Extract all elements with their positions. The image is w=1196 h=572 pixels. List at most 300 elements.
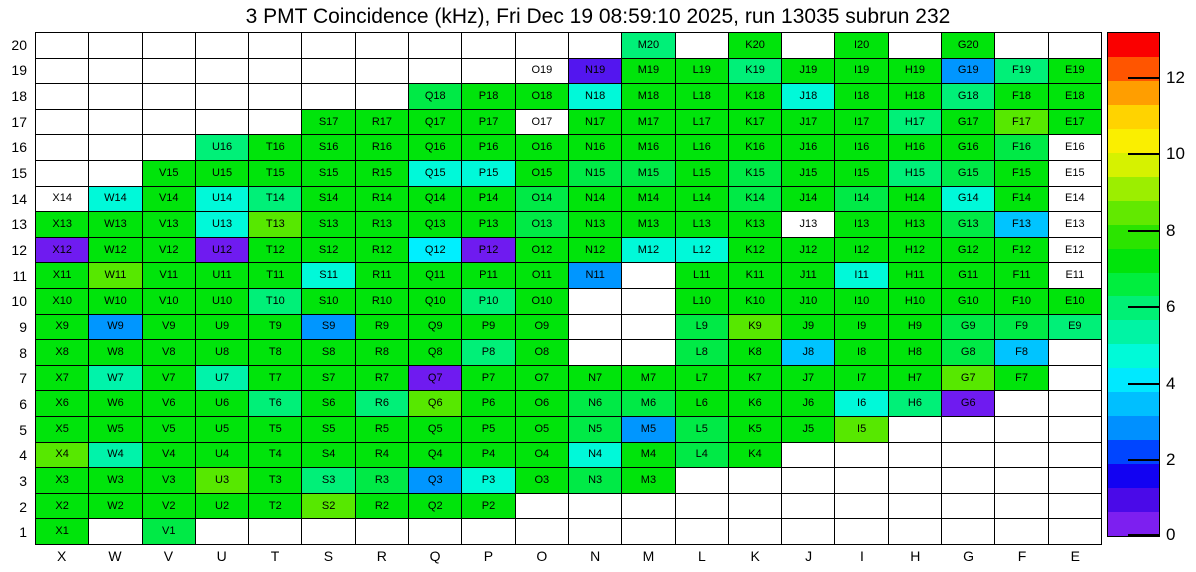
heatmap-cell [889, 417, 942, 443]
cell-label: T2 [268, 499, 282, 512]
cell-label: L7 [695, 371, 708, 384]
heatmap-cell [1049, 110, 1102, 136]
heatmap-cell [995, 340, 1048, 366]
heatmap-cell [462, 212, 515, 238]
cell-label: W12 [104, 243, 127, 256]
cell-label: V14 [158, 192, 179, 205]
heatmap-cell [942, 315, 995, 341]
cell-label: N6 [588, 397, 603, 410]
heatmap-cell [143, 519, 196, 545]
heatmap-cell [622, 340, 675, 366]
heatmap-cell [249, 340, 302, 366]
heatmap-cell [36, 417, 89, 443]
heatmap-cell [196, 289, 249, 315]
heatmap-cell [516, 135, 569, 161]
heatmap-cell [1049, 494, 1102, 520]
heatmap-cell [729, 263, 782, 289]
heatmap-cell [569, 468, 622, 494]
heatmap-cell [569, 110, 622, 136]
heatmap-cell [622, 161, 675, 187]
cell-label: I19 [853, 64, 870, 77]
heatmap-cell [622, 289, 675, 315]
cell-label: L4 [695, 448, 708, 461]
cell-label: K7 [748, 371, 762, 384]
cell-label: F9 [1015, 320, 1028, 333]
heatmap-cell [942, 187, 995, 213]
heatmap-cell [729, 289, 782, 315]
heatmap-cell [356, 519, 409, 545]
colorbar-band [1108, 464, 1159, 488]
colorbar-band [1108, 416, 1159, 440]
cell-label: L6 [695, 397, 708, 410]
y-axis-label: 5 [19, 421, 27, 438]
colorbar-band [1108, 249, 1159, 273]
cell-label: O9 [534, 320, 550, 333]
heatmap-cell [516, 84, 569, 110]
cell-label: S7 [321, 371, 336, 384]
heatmap-cell [889, 238, 942, 264]
y-axis-label: 9 [19, 318, 27, 335]
heatmap-cell [89, 33, 142, 59]
cell-label: X3 [55, 473, 69, 486]
heatmap-cell [676, 161, 729, 187]
heatmap-cell [729, 84, 782, 110]
cell-label: F10 [1012, 294, 1032, 307]
heatmap-cell [89, 238, 142, 264]
heatmap-cell [676, 289, 729, 315]
cell-label: X2 [55, 499, 69, 512]
cell-label: O4 [534, 448, 550, 461]
colorbar-band [1108, 129, 1159, 153]
cell-label: F13 [1012, 217, 1032, 230]
heatmap-cell [995, 212, 1048, 238]
heatmap-cell [302, 289, 355, 315]
heatmap-cell [1049, 187, 1102, 213]
heatmap-cell [409, 263, 462, 289]
cell-label: P13 [478, 217, 499, 230]
cell-label: G12 [957, 243, 979, 256]
cell-label: P10 [478, 294, 499, 307]
cell-label: T7 [268, 371, 282, 384]
heatmap-cell [89, 468, 142, 494]
cell-label: E17 [1065, 115, 1085, 128]
x-axis-label: L [697, 548, 706, 564]
cell-label: K10 [745, 294, 765, 307]
heatmap-cell [835, 391, 888, 417]
cell-label: G20 [957, 38, 979, 51]
heatmap-cell [516, 161, 569, 187]
colorbar-band [1108, 512, 1159, 536]
heatmap-cell [516, 238, 569, 264]
heatmap-cell [782, 519, 835, 545]
cell-label: H7 [907, 371, 922, 384]
cell-label: M7 [640, 371, 657, 384]
heatmap-cell [516, 263, 569, 289]
heatmap-cell [89, 110, 142, 136]
heatmap-cell [302, 468, 355, 494]
heatmap-cell [143, 263, 196, 289]
heatmap-cell [89, 391, 142, 417]
cell-label: Q5 [427, 422, 443, 435]
colorbar-band [1108, 368, 1159, 392]
heatmap-cell [462, 289, 515, 315]
heatmap-cell [622, 212, 675, 238]
cell-label: M5 [640, 422, 657, 435]
heatmap-cell [622, 443, 675, 469]
heatmap-cell [676, 315, 729, 341]
heatmap-cell [889, 443, 942, 469]
heatmap-cell [143, 33, 196, 59]
heatmap-cell [622, 366, 675, 392]
cell-label: X7 [55, 371, 69, 384]
cell-label: G7 [960, 371, 976, 384]
heatmap-cell [249, 289, 302, 315]
heatmap-cell [196, 33, 249, 59]
cell-label: H17 [904, 115, 926, 128]
cell-label: Q16 [424, 141, 446, 154]
heatmap-cell [676, 110, 729, 136]
heatmap-cell [729, 212, 782, 238]
heatmap-cell [569, 443, 622, 469]
cell-label: F17 [1012, 115, 1032, 128]
heatmap-cell [729, 443, 782, 469]
colorbar-tick-mark [1128, 306, 1160, 308]
heatmap-cell [36, 391, 89, 417]
cell-label: X9 [55, 320, 69, 333]
heatmap-cell [356, 443, 409, 469]
cell-label: Q14 [424, 192, 446, 205]
cell-label: P16 [478, 141, 499, 154]
colorbar-tick-label: 12 [1166, 67, 1185, 87]
cell-label: R11 [372, 269, 392, 282]
heatmap-cell [36, 443, 89, 469]
heatmap-cell [889, 33, 942, 59]
cell-label: L15 [692, 166, 711, 179]
cell-label: Q11 [425, 269, 446, 282]
cell-label: R17 [371, 115, 393, 128]
cell-label: I10 [853, 294, 870, 307]
heatmap-cell [36, 238, 89, 264]
heatmap-cell [143, 212, 196, 238]
heatmap-cell [89, 187, 142, 213]
heatmap-cell [356, 59, 409, 85]
heatmap-cell [409, 391, 462, 417]
cell-label: R10 [371, 294, 393, 307]
colorbar-tick-mark [1128, 534, 1160, 536]
cell-label: S16 [318, 141, 339, 154]
cell-label: T6 [268, 397, 282, 410]
heatmap-cell [622, 33, 675, 59]
cell-label: K18 [745, 89, 765, 102]
heatmap-cell [889, 289, 942, 315]
heatmap-cell [835, 263, 888, 289]
cell-label: K11 [745, 269, 765, 282]
cell-label: F12 [1012, 243, 1032, 256]
cell-label: W10 [104, 294, 127, 307]
x-axis-label: I [859, 548, 864, 564]
heatmap-cell [782, 33, 835, 59]
cell-label: V8 [162, 345, 176, 358]
cell-label: E16 [1065, 141, 1085, 154]
heatmap-cell [1049, 161, 1102, 187]
heatmap-cell [143, 161, 196, 187]
heatmap-cell [196, 187, 249, 213]
x-axis-label: G [963, 548, 975, 564]
heatmap-cell [729, 468, 782, 494]
heatmap-cell [676, 391, 729, 417]
cell-label: R12 [371, 243, 393, 256]
heatmap-cell [782, 238, 835, 264]
heatmap-cell [302, 494, 355, 520]
colorbar-tick-label: 6 [1166, 297, 1176, 317]
cell-label: X14 [52, 192, 72, 205]
heatmap-cell [942, 366, 995, 392]
heatmap-cell [995, 315, 1048, 341]
heatmap-cell [622, 468, 675, 494]
heatmap-cell [516, 494, 569, 520]
heatmap-cell [409, 187, 462, 213]
cell-label: L5 [695, 422, 708, 435]
cell-label: E15 [1065, 166, 1085, 179]
cell-label: T14 [265, 192, 285, 205]
cell-label: M15 [637, 166, 660, 179]
colorbar-tick-label: 8 [1166, 220, 1176, 240]
heatmap-cell [995, 33, 1048, 59]
x-axis-label: V [163, 548, 174, 564]
cell-label: P9 [481, 320, 496, 333]
heatmap-cell [196, 468, 249, 494]
heatmap-cell [569, 59, 622, 85]
x-axis-label: S [323, 548, 334, 564]
heatmap-cell [462, 263, 515, 289]
heatmap-cell [835, 187, 888, 213]
heatmap-cell [462, 59, 515, 85]
heatmap-cell [462, 417, 515, 443]
cell-label: M6 [640, 397, 657, 410]
heatmap-cell [302, 110, 355, 136]
cell-label: T10 [265, 294, 285, 307]
cell-label: J8 [802, 345, 815, 358]
heatmap-cell [302, 417, 355, 443]
cell-label: J14 [799, 192, 818, 205]
cell-label: W8 [107, 345, 124, 358]
cell-label: X8 [55, 345, 69, 358]
cell-label: U16 [211, 141, 233, 154]
heatmap-cell [196, 417, 249, 443]
heatmap-cell [143, 110, 196, 136]
heatmap-cell [942, 110, 995, 136]
x-axis-label: P [483, 548, 494, 564]
heatmap-cell [89, 519, 142, 545]
colorbar-band [1108, 177, 1159, 201]
cell-label: R4 [374, 448, 389, 461]
heatmap-cell [676, 340, 729, 366]
cell-label: U6 [215, 397, 230, 410]
heatmap-cell [942, 443, 995, 469]
cell-label: J13 [799, 217, 818, 230]
heatmap-cell [676, 84, 729, 110]
heatmap-cell [782, 84, 835, 110]
cell-label: U7 [215, 371, 230, 384]
heatmap-cell [1049, 263, 1102, 289]
heatmap-cell [36, 494, 89, 520]
x-axis-label: O [536, 548, 548, 564]
heatmap-cell [249, 391, 302, 417]
heatmap-cell [409, 443, 462, 469]
cell-label: U13 [211, 217, 233, 230]
cell-label: O12 [531, 243, 553, 256]
cell-label: S12 [318, 243, 339, 256]
cell-label: H11 [905, 269, 925, 282]
heatmap-cell [622, 519, 675, 545]
heatmap-cell [89, 84, 142, 110]
y-axis-label: 16 [11, 139, 27, 156]
heatmap-cell [302, 84, 355, 110]
cell-label: L10 [692, 294, 711, 307]
cell-label: I8 [857, 345, 867, 358]
heatmap-cell [889, 391, 942, 417]
heatmap-cell [889, 263, 942, 289]
heatmap-cell [249, 135, 302, 161]
heatmap-cell [676, 443, 729, 469]
heatmap-cell [302, 366, 355, 392]
heatmap-cell [89, 289, 142, 315]
cell-label: G17 [957, 115, 979, 128]
heatmap-cell [995, 468, 1048, 494]
y-axis-label: 3 [19, 472, 27, 489]
cell-label: M14 [637, 192, 660, 205]
heatmap-cell [249, 519, 302, 545]
heatmap-cell [462, 33, 515, 59]
heatmap-cell [356, 340, 409, 366]
cell-label: S15 [318, 166, 339, 179]
cell-label: V9 [162, 320, 176, 333]
cell-label: T15 [265, 166, 285, 179]
cell-label: K17 [745, 115, 765, 128]
cell-label: W2 [107, 499, 124, 512]
heatmap-cell [356, 33, 409, 59]
cell-label: H19 [904, 64, 926, 77]
cell-label: M17 [637, 115, 660, 128]
heatmap-cell [409, 110, 462, 136]
heatmap-cell [889, 135, 942, 161]
cell-label: U11 [212, 269, 232, 282]
cell-label: P15 [478, 166, 499, 179]
y-axis-label: 2 [19, 498, 27, 515]
cell-label: T3 [268, 473, 282, 486]
cell-label: P5 [481, 422, 496, 435]
cell-label: O6 [534, 397, 550, 410]
heatmap-cell [942, 263, 995, 289]
cell-label: W5 [107, 422, 124, 435]
heatmap-cell [143, 59, 196, 85]
cell-label: Q4 [427, 448, 443, 461]
heatmap-cell [196, 519, 249, 545]
heatmap-cell [516, 33, 569, 59]
x-axis-label: M [642, 548, 655, 564]
heatmap-cell [36, 110, 89, 136]
cell-label: S14 [318, 192, 339, 205]
heatmap-cell [676, 519, 729, 545]
y-axis-label: 7 [19, 370, 27, 387]
heatmap-cell [196, 494, 249, 520]
x-axis-label: K [750, 548, 760, 564]
cell-label: L19 [692, 64, 711, 77]
cell-label: H16 [904, 141, 926, 154]
heatmap-cell [249, 366, 302, 392]
heatmap-cell [995, 161, 1048, 187]
heatmap-cell [89, 263, 142, 289]
y-axis-label: 19 [11, 62, 27, 79]
heatmap-cell [516, 187, 569, 213]
colorbar-tick-label: 0 [1166, 525, 1176, 544]
heatmap-cell [462, 340, 515, 366]
heatmap-cell [835, 135, 888, 161]
cell-label: J12 [799, 243, 818, 256]
heatmap-cell [196, 212, 249, 238]
cell-label: O18 [531, 89, 553, 102]
y-axis-label: 14 [11, 190, 27, 207]
y-axis-label: 6 [19, 395, 27, 412]
heatmap-cell [835, 59, 888, 85]
cell-label: Q13 [424, 217, 446, 230]
cell-label: U15 [211, 166, 233, 179]
heatmap-cell [89, 494, 142, 520]
cell-label: U2 [215, 499, 230, 512]
heatmap-cell [835, 315, 888, 341]
cell-label: P17 [478, 115, 499, 128]
cell-label: K16 [745, 141, 765, 154]
heatmap-cell [143, 391, 196, 417]
cell-label: R16 [371, 141, 393, 154]
heatmap-cell [1049, 443, 1102, 469]
cell-label: L13 [692, 217, 711, 230]
y-axis-label: 10 [11, 293, 27, 310]
cell-label: U10 [211, 294, 233, 307]
heatmap-cell [835, 161, 888, 187]
cell-label: F8 [1015, 345, 1028, 358]
cell-label: H8 [907, 345, 922, 358]
heatmap-cell [409, 494, 462, 520]
cell-label: O8 [534, 345, 550, 358]
cell-label: X13 [52, 217, 72, 230]
heatmap-cell [143, 187, 196, 213]
heatmap-cell [249, 443, 302, 469]
colorbar-tick-mark [1128, 459, 1160, 461]
heatmap-cell [143, 417, 196, 443]
heatmap-cell [249, 315, 302, 341]
cell-label: J6 [802, 397, 815, 410]
cell-label: U3 [215, 473, 230, 486]
heatmap-cell [942, 494, 995, 520]
heatmap-cell [835, 519, 888, 545]
heatmap-cell [356, 212, 409, 238]
heatmap-cell [143, 135, 196, 161]
heatmap-cell [196, 110, 249, 136]
heatmap-cell [942, 238, 995, 264]
heatmap-cell [356, 110, 409, 136]
cell-label: T16 [265, 141, 285, 154]
x-axis-label: H [910, 548, 921, 564]
cell-label: Q15 [424, 166, 446, 179]
heatmap-cell [249, 468, 302, 494]
y-axis-label: 20 [11, 36, 27, 53]
heatmap-cell [995, 110, 1048, 136]
cell-label: S13 [318, 217, 339, 230]
x-axis-label: F [1017, 548, 1027, 564]
heatmap-cell [143, 468, 196, 494]
heatmap-cell [569, 391, 622, 417]
